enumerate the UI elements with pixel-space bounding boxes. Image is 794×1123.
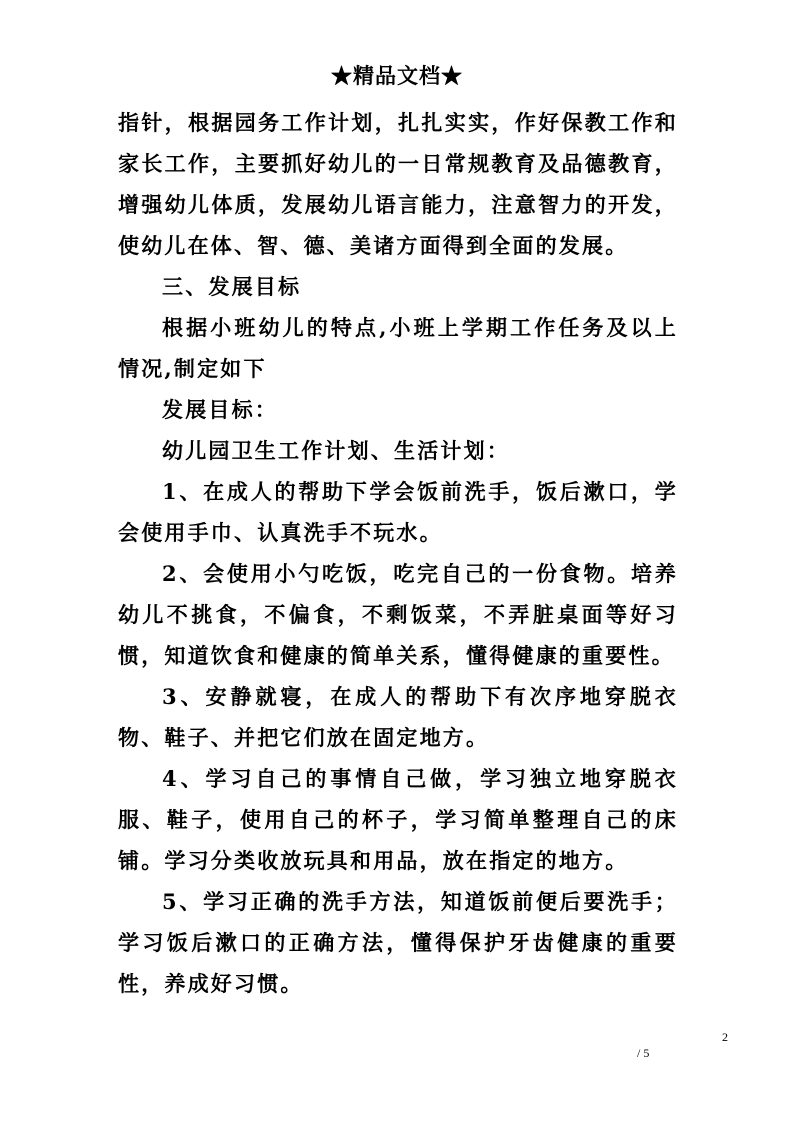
section-heading-goals: 三、发展目标: [162, 274, 302, 299]
list-item-4: 4、学习自己的事情自己做，学习独立地穿脱衣服、鞋子，使用自己的杯子，学习简单整理自己的床铺。学习分类收放玩具和用品，放在指定的地方。: [118, 766, 678, 873]
paragraph-goals-intro: 根据小班幼儿的特点,小班上学期工作任务及以上情况,制定如下: [118, 315, 678, 381]
list-item-2: 2、会使用小勺吃饭，吃完自己的一份食物。培养幼儿不挑食，不偏食，不剩饭菜，不弄脏桌面等好习惯，知道饮食和健康的简单关系，懂得健康的重要性。: [118, 561, 678, 668]
subheading-development-goals: 发展目标：: [162, 397, 278, 422]
document-header: ★精品文档★: [331, 63, 463, 88]
document-body: [118, 102, 678, 1004]
page-number: 2: [722, 1030, 728, 1044]
list-item-1: 1、在成人的帮助下学会饭前洗手，饭后漱口，学会使用手巾、认真洗手不玩水。: [118, 479, 678, 545]
subheading-hygiene-plan: 幼儿园卫生工作计划、生活计划：: [162, 438, 510, 463]
paragraph-intro-continuation: 指针，根据园务工作计划，扎扎实实，作好保教工作和家长工作，主要抓好幼儿的一日常规教育及品德教育，增强幼儿体质，发展幼儿语言能力，注意智力的开发，使幼儿在体、智、德、美诸方面得到全面的发展。: [118, 110, 678, 258]
list-item-3: 3、安静就寝，在成人的帮助下有次序地穿脱衣物、鞋子、并把它们放在固定地方。: [118, 684, 678, 750]
page-total: / 5: [637, 1046, 650, 1060]
list-item-5: 5、学习正确的洗手方法，知道饭前便后要洗手；学习饭后漱口的正确方法，懂得保护牙齿健康的重要性，养成好习惯。: [118, 889, 678, 996]
